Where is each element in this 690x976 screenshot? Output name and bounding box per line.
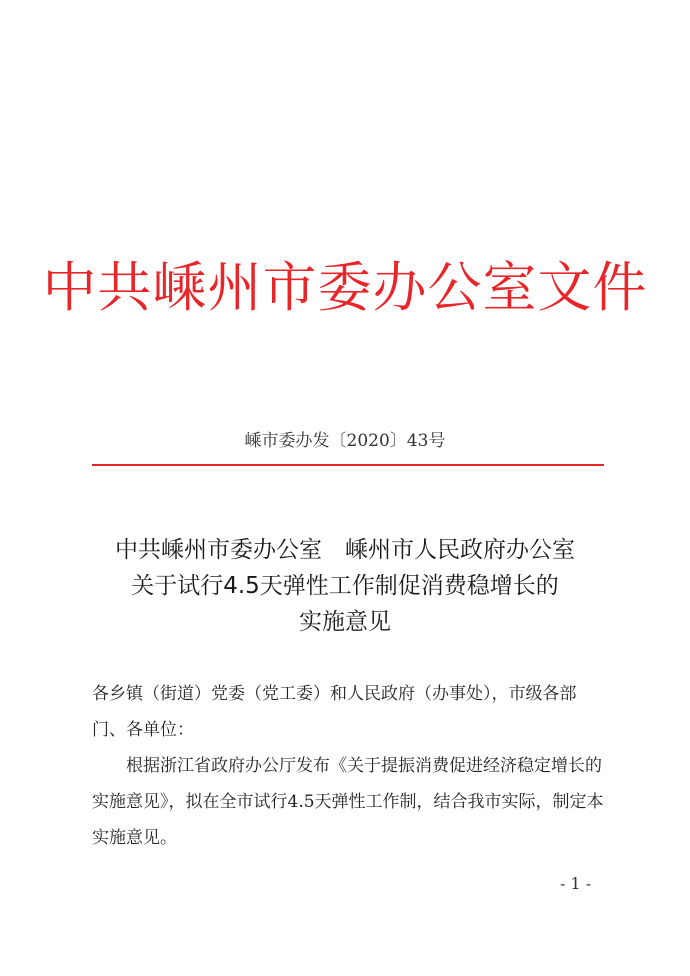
addressee-paragraph: 各乡镇（街道）党委（党工委）和人民政府（办事处），市级各部门、各单位： bbox=[92, 684, 577, 740]
body-paragraph: 根据浙江省政府办公厅发布《关于提振消费促进经济稳定增长的实施意见》，拟在全市试行4.5天弹性工作制，结合我市实际，制定本实施意见。 bbox=[92, 756, 604, 848]
document-number: 嵊市委办发〔2020〕43号 bbox=[244, 431, 446, 451]
page-number: - 1 - bbox=[560, 874, 592, 893]
title-line-3: 实施意见 bbox=[299, 609, 391, 635]
document-title bbox=[60, 532, 630, 640]
title-line-2: 关于试行4.5天弹性工作制促消费稳增长的 bbox=[131, 573, 559, 599]
masthead-title: 中共嵊州市委办公室文件 bbox=[42, 256, 648, 319]
red-divider-line bbox=[92, 464, 604, 466]
document-body bbox=[92, 676, 608, 856]
title-line-1: 中共嵊州市委办公室 嵊州市人民政府办公室 bbox=[115, 537, 575, 563]
